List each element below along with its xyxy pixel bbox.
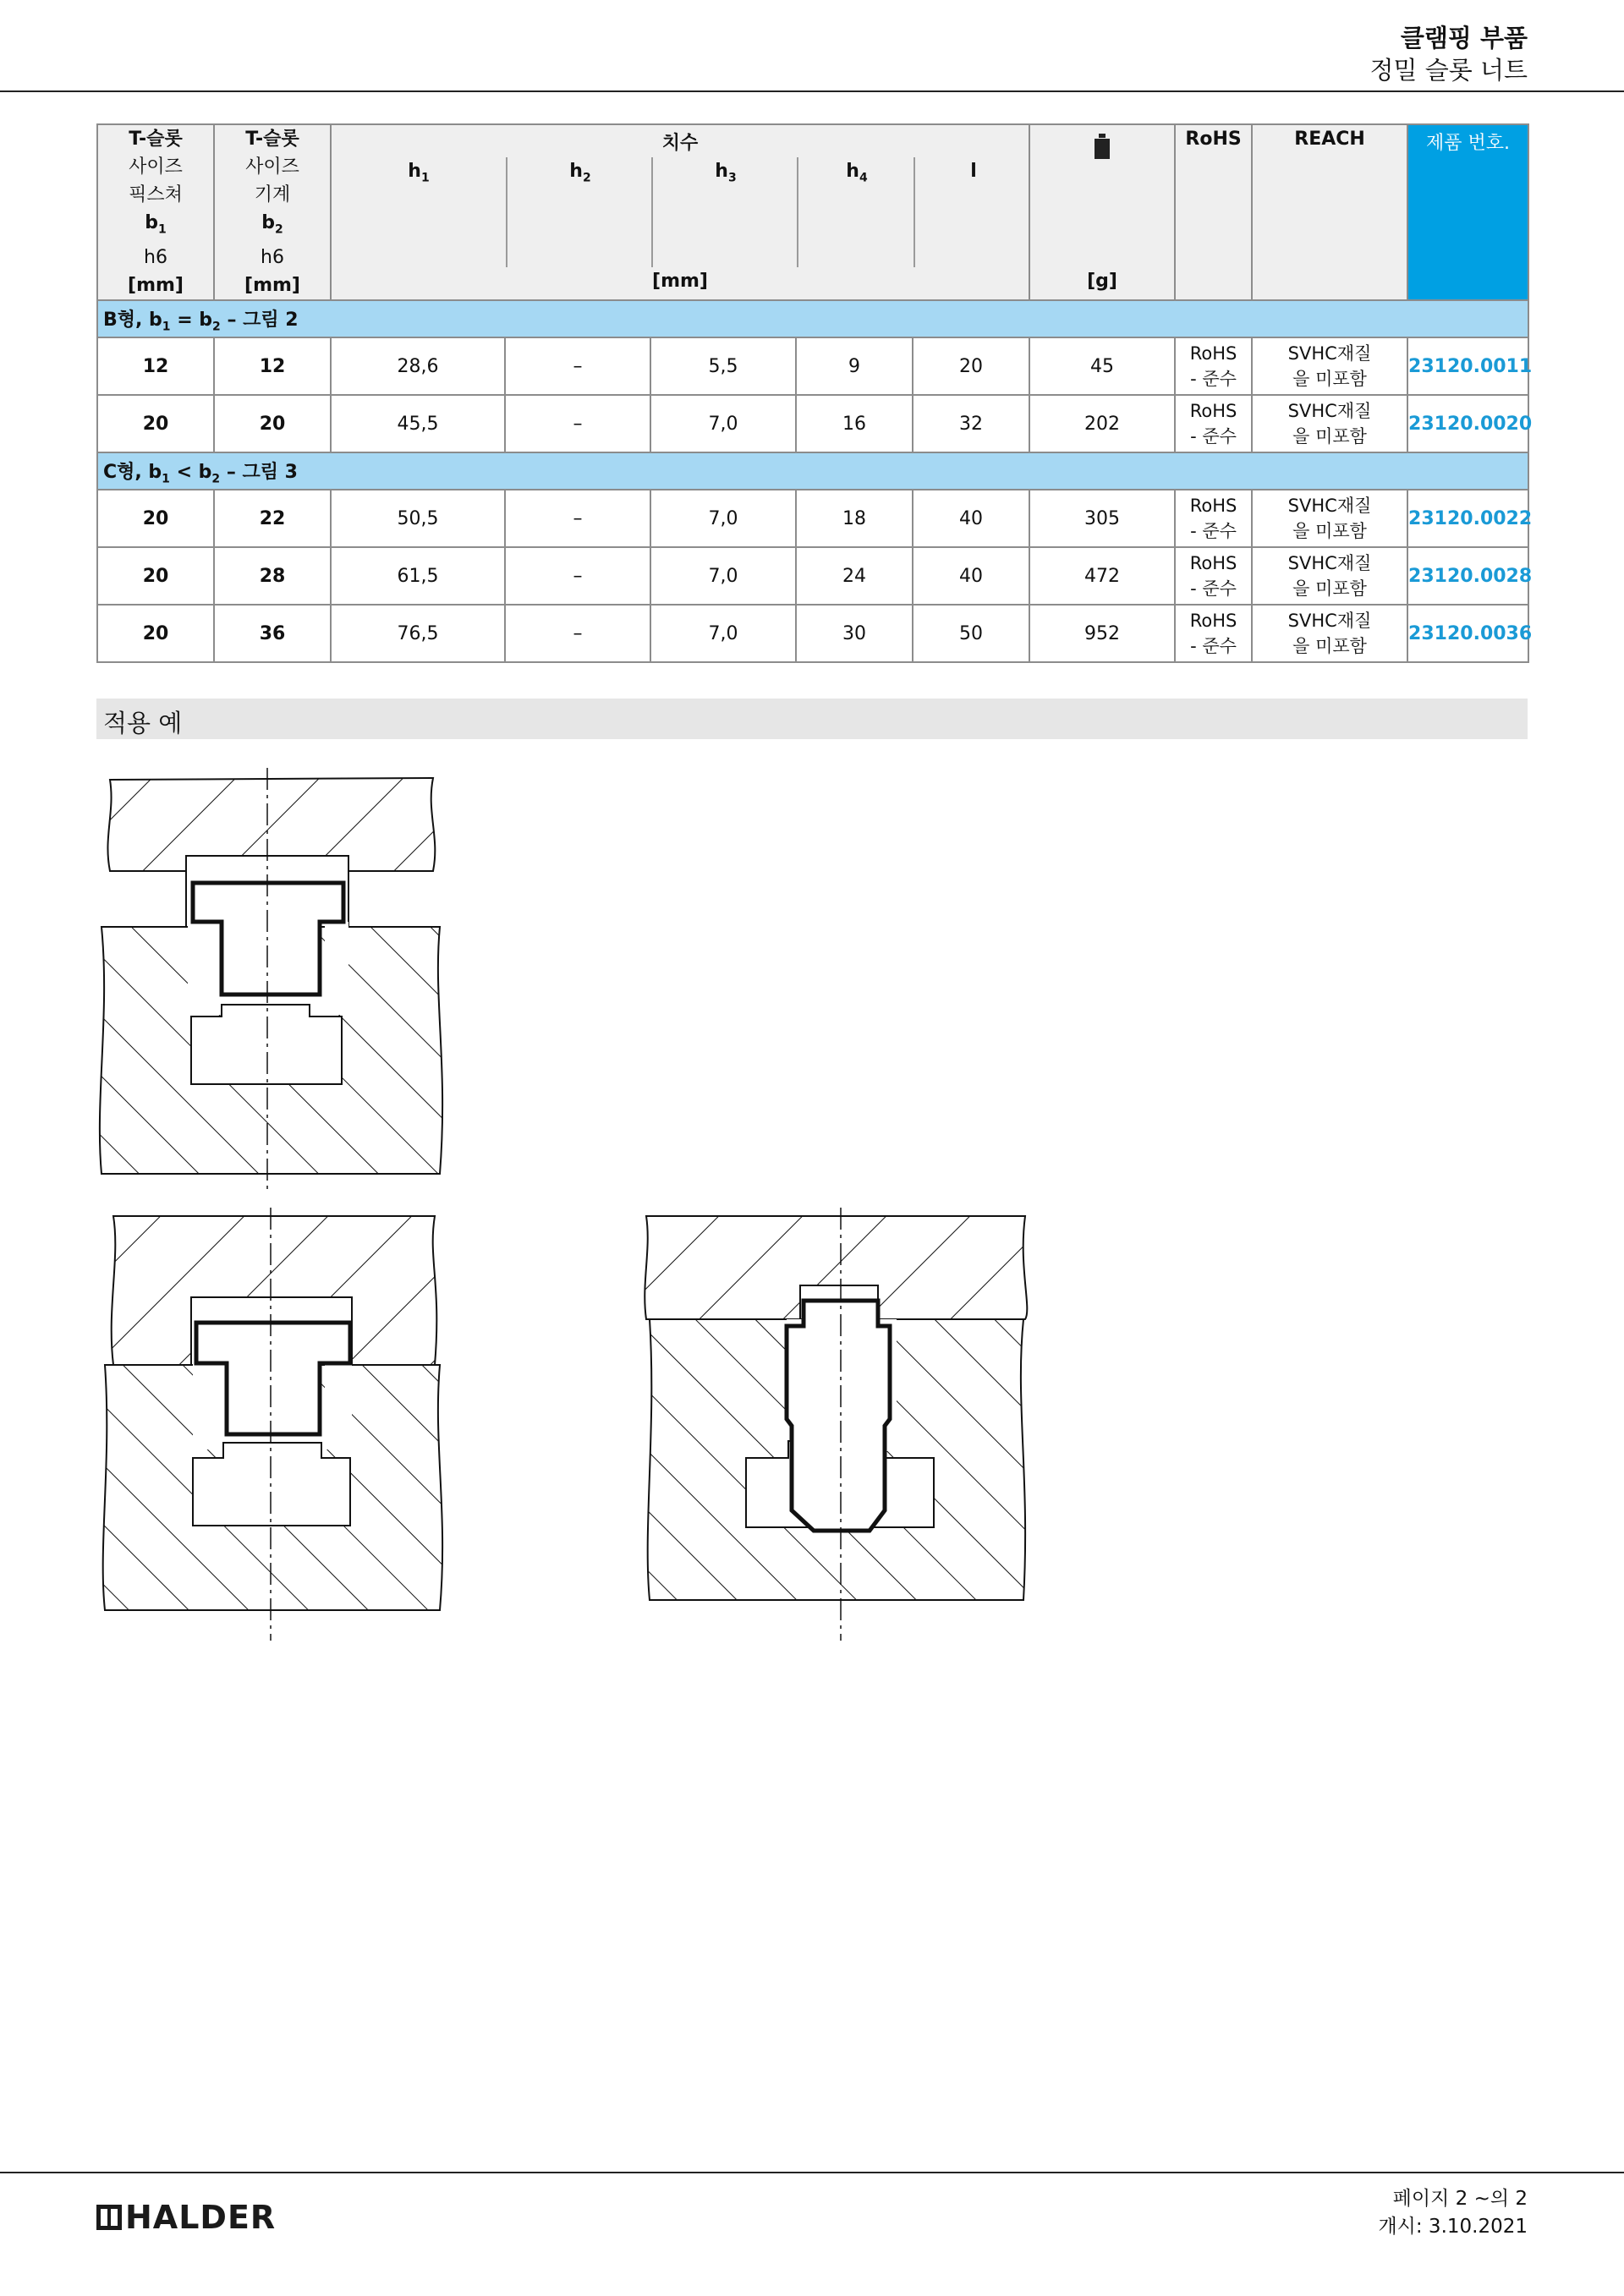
header-dimensions: 치수 $h_1$ $h_2$ $h_3$ $h_4$ l [mm] <box>331 124 1029 300</box>
product-number[interactable]: 23120.0020 <box>1407 395 1528 452</box>
brand-name: HALDER <box>125 2199 277 2236</box>
weight-icon <box>1093 134 1111 159</box>
section-title: 적용 예 <box>103 709 183 737</box>
issue-date: 개시: 3.10.2021 <box>1378 2216 1528 2238</box>
product-number[interactable]: 23120.0011 <box>1407 337 1528 395</box>
footer-rule <box>0 2172 1624 2173</box>
table-header-row <box>97 124 1528 300</box>
header-title: 정밀 슬롯 너트 <box>1369 56 1528 85</box>
header-product-no: 제품 번호. <box>1407 124 1528 300</box>
spec-table <box>96 123 1533 663</box>
header-weight: [g] <box>1029 124 1175 300</box>
application-figure-3 <box>643 1208 1032 1647</box>
group-c-label: C형, $b_1 < b_2$ – 그림 3 <box>97 452 1528 490</box>
halder-logo <box>96 2199 277 2236</box>
header-rohs: RoHS <box>1175 124 1252 300</box>
group-row-b <box>97 300 1528 337</box>
application-figure-2 <box>85 1208 457 1647</box>
header-reach: REACH <box>1252 124 1407 300</box>
page-header <box>1369 22 1528 86</box>
table-row: 20 20 45,5 – 7,0 16 32 202 RoHS - 준수 SVHC재질 을 미포함 23120.0020 <box>97 395 1528 452</box>
application-figure-1 <box>85 761 457 1201</box>
section-heading <box>96 699 1528 739</box>
group-row-c <box>97 452 1528 490</box>
header-category: 클램핑 부품 <box>1400 24 1528 52</box>
page-number: 페이지 2 ~의 2 <box>1392 2188 1528 2210</box>
header-machine-slot: T-슬롯 사이즈 기계 $b_2$ h6 [mm] <box>214 124 331 300</box>
halder-logo-icon <box>96 2205 122 2230</box>
page-footer <box>1378 2185 1528 2241</box>
product-number[interactable]: 23120.0036 <box>1407 605 1528 662</box>
group-b-label: B형, $b_1 = b_2$ – 그림 2 <box>97 300 1528 337</box>
product-number[interactable]: 23120.0028 <box>1407 547 1528 605</box>
header-fixture-slot: T-슬롯 사이즈 픽스쳐 $b_1$ h6 [mm] <box>97 124 214 300</box>
table-row: 12 12 28,6 – 5,5 9 20 45 RoHS - 준수 SVHC재질 을 미포함 23120.0011 <box>97 337 1528 395</box>
table-row: 20 28 61,5 – 7,0 24 40 472 RoHS - 준수 SVHC재질 을 미포함 23120.0028 <box>97 547 1528 605</box>
product-number[interactable]: 23120.0022 <box>1407 490 1528 547</box>
table-row: 20 22 50,5 – 7,0 18 40 305 RoHS - 준수 SVHC재질 을 미포함 23120.0022 <box>97 490 1528 547</box>
header-rule <box>0 90 1624 92</box>
table-row: 20 36 76,5 – 7,0 30 50 952 RoHS - 준수 SVHC재질 을 미포함 23120.0036 <box>97 605 1528 662</box>
